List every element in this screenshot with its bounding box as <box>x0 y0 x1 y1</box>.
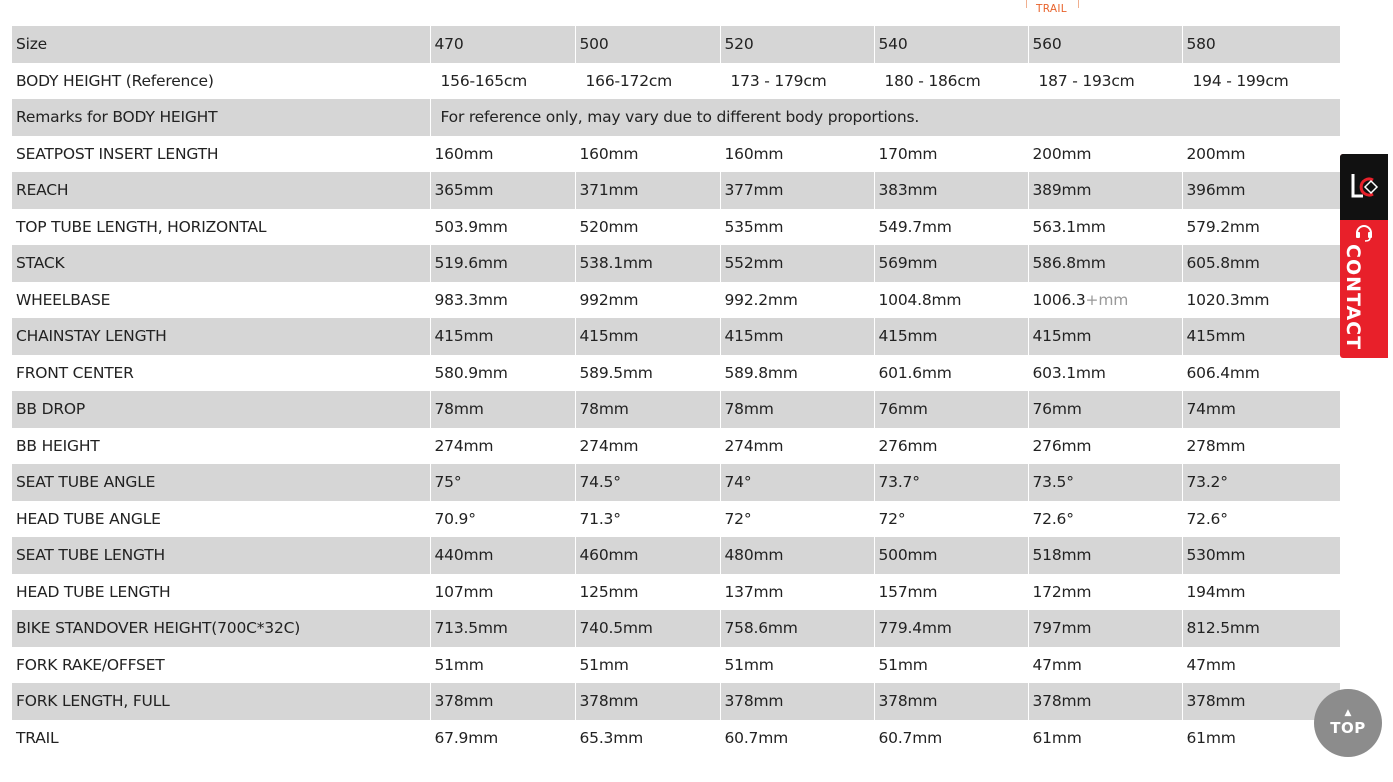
cell-value: 200mm <box>1032 144 1092 163</box>
table-cell <box>874 647 1028 684</box>
cell-value: 470 <box>434 35 464 54</box>
cell-value: 200mm <box>1186 144 1246 163</box>
table-cell <box>430 63 575 100</box>
cell-value: 1004.8mm <box>878 290 962 309</box>
cell-value: 520mm <box>579 217 639 236</box>
table-cell <box>1182 209 1340 246</box>
table-cell <box>430 355 575 392</box>
row-label: Size <box>12 26 430 63</box>
cell-value: 580 <box>1186 35 1216 54</box>
row-label: CHAINSTAY LENGTH <box>12 318 430 355</box>
row-label: FRONT CENTER <box>16 363 134 382</box>
table-cell <box>720 464 874 501</box>
cell-value: 276mm <box>1032 436 1092 455</box>
table-cell <box>874 136 1028 173</box>
cell-value: 194mm <box>1186 582 1246 601</box>
table-cell <box>430 501 575 538</box>
cell-value: 73.5° <box>1032 473 1074 492</box>
table-cell <box>1028 63 1182 100</box>
cell-value: 378mm <box>579 692 639 711</box>
cell-value: 187 - 193cm <box>1038 71 1135 90</box>
table-cell <box>430 683 575 720</box>
cell-value: 76mm <box>878 400 928 419</box>
table-cell <box>575 391 720 428</box>
cell-value: 378mm <box>1032 692 1092 711</box>
table-cell <box>1182 245 1340 282</box>
table-cell <box>720 63 874 100</box>
cell-value: 72° <box>724 509 752 528</box>
geometry-table <box>12 26 1340 756</box>
table-cell <box>575 574 720 611</box>
table-cell <box>430 537 575 574</box>
cell-value: 71.3° <box>579 509 621 528</box>
table-cell <box>430 391 575 428</box>
table-cell <box>1182 282 1340 319</box>
table-cell <box>1028 355 1182 392</box>
table-cell <box>1028 610 1182 647</box>
table-cell <box>430 720 575 757</box>
table-cell <box>720 647 874 684</box>
cell-value: 415mm <box>579 327 639 346</box>
table-cell <box>575 355 720 392</box>
row-label: BB HEIGHT <box>16 436 100 455</box>
cell-value: 415mm <box>1032 327 1092 346</box>
table-cell <box>575 136 720 173</box>
table-cell <box>720 136 874 173</box>
row-label: FORK RAKE/OFFSET <box>16 655 165 674</box>
cell-value: 156-165cm <box>440 71 528 90</box>
table-row <box>12 574 1340 611</box>
cell-value: 440mm <box>434 546 494 565</box>
cell-value: 75° <box>434 473 462 492</box>
cell-value: 160mm <box>434 144 494 163</box>
table-cell <box>430 428 575 465</box>
cell-value: 378mm <box>1186 692 1246 711</box>
table-cell <box>720 209 874 246</box>
cell-value: 586.8mm <box>1032 254 1106 273</box>
row-label: WHEELBASE <box>16 290 111 309</box>
cell-value: 389mm <box>1032 181 1092 200</box>
table-cell <box>1028 574 1182 611</box>
row-label: HEAD TUBE ANGLE <box>16 509 161 528</box>
table-cell <box>575 282 720 319</box>
table-cell <box>430 136 575 173</box>
table-cell <box>575 683 720 720</box>
table-cell <box>1182 610 1340 647</box>
cell-value: 601.6mm <box>878 363 952 382</box>
row-label: TOP TUBE LENGTH, HORIZONTAL <box>16 217 267 236</box>
cell-faint-unit: +mm <box>1085 290 1129 309</box>
diagram-tick <box>1026 0 1027 8</box>
table-cell <box>430 647 575 684</box>
table-cell <box>1182 391 1340 428</box>
table-cell <box>1028 647 1182 684</box>
cell-value: 137mm <box>724 582 784 601</box>
table-cell <box>575 537 720 574</box>
cell-value: 415mm <box>434 327 494 346</box>
cell-value: 383mm <box>878 181 938 200</box>
cell-value: 60.7mm <box>724 728 789 747</box>
contact-tab[interactable] <box>1340 154 1388 358</box>
table-cell <box>430 610 575 647</box>
cell-value: 107mm <box>434 582 494 601</box>
cell-value: 170mm <box>878 144 938 163</box>
cell-value: 812.5mm <box>1186 619 1260 638</box>
cell-value: 157mm <box>878 582 938 601</box>
cell-value: 460mm <box>579 546 639 565</box>
back-to-top-label: TOP <box>1330 719 1366 737</box>
row-label: SEAT TUBE ANGLE <box>12 464 430 501</box>
cell-value: 274mm <box>434 436 494 455</box>
cell-value: 51mm <box>724 655 774 674</box>
table-cell <box>720 428 874 465</box>
cell-value: 73.2° <box>1186 473 1228 492</box>
table-row <box>12 610 1340 647</box>
cell-value: 72° <box>878 509 906 528</box>
table-cell <box>1028 26 1182 63</box>
row-label: SEATPOST INSERT LENGTH <box>16 144 219 163</box>
cell-value: 589.8mm <box>724 363 798 382</box>
cell-value: 365mm <box>434 181 494 200</box>
cell-value: 605.8mm <box>1186 254 1260 273</box>
table-cell <box>720 501 874 538</box>
table-cell <box>575 464 720 501</box>
table-row <box>12 428 1340 465</box>
cell-value: 78mm <box>724 400 774 419</box>
table-row <box>12 391 1340 428</box>
table-cell <box>874 26 1028 63</box>
table-row <box>12 282 1340 319</box>
table-cell <box>720 537 874 574</box>
table-cell <box>874 63 1028 100</box>
table-row <box>12 63 1340 100</box>
row-label: BODY HEIGHT (Reference) <box>16 71 214 90</box>
table-cell <box>575 647 720 684</box>
cell-value: 797mm <box>1032 619 1092 638</box>
table-cell <box>720 610 874 647</box>
table-cell <box>1182 26 1340 63</box>
cell-value: 276mm <box>878 436 938 455</box>
cell-value: 503.9mm <box>434 217 508 236</box>
cell-value: 552mm <box>724 254 784 273</box>
table-cell <box>720 245 874 282</box>
cell-value: 500mm <box>878 546 938 565</box>
table-cell <box>575 318 720 355</box>
cell-value: 74.5° <box>579 473 621 492</box>
table-cell <box>874 282 1028 319</box>
row-label: FORK LENGTH, FULL <box>12 683 430 720</box>
row-label: SEAT TUBE LENGTH <box>12 537 430 574</box>
cell-value: 992mm <box>579 290 639 309</box>
table-cell <box>1182 464 1340 501</box>
cell-value: 274mm <box>724 436 784 455</box>
table-cell <box>575 610 720 647</box>
cell-value: 549.7mm <box>878 217 952 236</box>
table-cell <box>1182 172 1340 209</box>
table-cell <box>874 355 1028 392</box>
cell-value: 76mm <box>1032 400 1082 419</box>
table-cell <box>1028 209 1182 246</box>
contact-label: CONTACT <box>1342 244 1364 351</box>
table-cell <box>1182 428 1340 465</box>
cell-value: 378mm <box>724 692 784 711</box>
diagram-label: TRAIL <box>1036 3 1067 15</box>
cell-value: 72.6° <box>1186 509 1228 528</box>
table-cell <box>430 574 575 611</box>
cell-value: 377mm <box>724 181 784 200</box>
table-row <box>12 464 1340 501</box>
cell-value: 415mm <box>724 327 784 346</box>
table-row <box>12 26 1340 63</box>
row-label: TRAIL <box>16 728 59 747</box>
table-cell <box>874 428 1028 465</box>
table-cell <box>874 172 1028 209</box>
table-cell <box>1182 355 1340 392</box>
cell-value: 78mm <box>434 400 484 419</box>
cell-value: 47mm <box>1032 655 1082 674</box>
cell-value: 758.6mm <box>724 619 798 638</box>
cell-value: 378mm <box>878 692 938 711</box>
cell-value: 500 <box>579 35 609 54</box>
cell-value: 173 - 179cm <box>730 71 827 90</box>
cell-value: 560 <box>1032 35 1062 54</box>
cell-value: 160mm <box>579 144 639 163</box>
cell-value: 535mm <box>724 217 784 236</box>
table-cell <box>1028 245 1182 282</box>
row-label: BB DROP <box>12 391 430 428</box>
cell-value: 569mm <box>878 254 938 273</box>
cell-value: 47mm <box>1186 655 1236 674</box>
cell-value: 51mm <box>878 655 928 674</box>
table-cell <box>1182 537 1340 574</box>
table-cell <box>430 245 575 282</box>
table-cell <box>874 464 1028 501</box>
cell-value: 74mm <box>1186 400 1236 419</box>
cell-value: 779.4mm <box>878 619 952 638</box>
cell-value: 160mm <box>724 144 784 163</box>
table-cell <box>720 574 874 611</box>
cell-value: 371mm <box>579 181 639 200</box>
table-cell <box>720 391 874 428</box>
cell-value: 65.3mm <box>579 728 644 747</box>
table-cell <box>575 428 720 465</box>
cell-value: 180 - 186cm <box>884 71 981 90</box>
table-cell <box>1028 683 1182 720</box>
table-row <box>12 501 1340 538</box>
table-cell <box>874 683 1028 720</box>
cell-value: 740.5mm <box>579 619 653 638</box>
cell-value: 172mm <box>1032 582 1092 601</box>
row-label: REACH <box>12 172 430 209</box>
table-row <box>12 99 1340 136</box>
table-row <box>12 683 1340 720</box>
cell-value: 396mm <box>1186 181 1246 200</box>
table-cell <box>430 464 575 501</box>
table-cell <box>720 720 874 757</box>
cell-value: 713.5mm <box>434 619 508 638</box>
table-row <box>12 318 1340 355</box>
cell-value: 606.4mm <box>1186 363 1260 382</box>
cell-value: 580.9mm <box>434 363 508 382</box>
table-cell <box>1028 282 1182 319</box>
table-cell <box>1028 720 1182 757</box>
row-label: Remarks for BODY HEIGHT <box>12 99 430 136</box>
cell-value: 70.9° <box>434 509 476 528</box>
table-cell <box>874 610 1028 647</box>
table-cell <box>575 720 720 757</box>
cell-value: 992.2mm <box>724 290 798 309</box>
table-cell <box>720 318 874 355</box>
row-label: STACK <box>12 245 430 282</box>
table-cell <box>1028 391 1182 428</box>
table-cell <box>430 318 575 355</box>
trail-diagram-fragment <box>1026 0 1082 22</box>
table-cell <box>720 355 874 392</box>
cell-value: 73.7° <box>878 473 920 492</box>
cell-value: 194 - 199cm <box>1192 71 1289 90</box>
table-row <box>12 136 1340 173</box>
cell-value: 579.2mm <box>1186 217 1260 236</box>
table-cell <box>575 26 720 63</box>
table-cell <box>1028 172 1182 209</box>
cell-value: 563.1mm <box>1032 217 1106 236</box>
table-row <box>12 245 1340 282</box>
cell-value: 125mm <box>579 582 639 601</box>
table-cell <box>720 26 874 63</box>
table-cell <box>575 172 720 209</box>
row-note: For reference only, may vary due to different body proportions. <box>430 99 1340 136</box>
cell-value: 278mm <box>1186 436 1246 455</box>
table-cell <box>874 318 1028 355</box>
cell-value: 530mm <box>1186 546 1246 565</box>
cell-value: 603.1mm <box>1032 363 1106 382</box>
table-cell <box>874 720 1028 757</box>
headset-icon <box>1354 222 1374 242</box>
cell-value: 519.6mm <box>434 254 508 273</box>
cell-value: 67.9mm <box>434 728 499 747</box>
cell-value: 72.6° <box>1032 509 1074 528</box>
table-cell <box>720 172 874 209</box>
cell-value: 61mm <box>1032 728 1082 747</box>
cell-value: 51mm <box>579 655 629 674</box>
brand-logo-icon <box>1340 154 1388 220</box>
cell-value: 983.3mm <box>434 290 508 309</box>
table-cell <box>1182 647 1340 684</box>
table-cell <box>430 282 575 319</box>
table-cell <box>874 209 1028 246</box>
table-cell <box>575 209 720 246</box>
cell-value: 78mm <box>579 400 629 419</box>
table-cell <box>1028 501 1182 538</box>
table-cell <box>874 537 1028 574</box>
table-cell <box>1182 318 1340 355</box>
table-row <box>12 172 1340 209</box>
cell-value: 378mm <box>434 692 494 711</box>
table-cell <box>1182 501 1340 538</box>
table-row <box>12 720 1340 757</box>
table-cell <box>1182 574 1340 611</box>
cell-value: 61mm <box>1186 728 1236 747</box>
cell-value: 415mm <box>878 327 938 346</box>
cell-value: 166-172cm <box>585 71 673 90</box>
table-cell <box>575 245 720 282</box>
cell-value: 540 <box>878 35 908 54</box>
cell-value: 415mm <box>1186 327 1246 346</box>
back-to-top-button[interactable] <box>1314 689 1382 757</box>
table-cell <box>874 391 1028 428</box>
table-cell <box>1028 464 1182 501</box>
cell-value: 480mm <box>724 546 784 565</box>
table-cell <box>874 501 1028 538</box>
table-cell <box>575 501 720 538</box>
cell-value: 538.1mm <box>579 254 653 273</box>
cell-value: 51mm <box>434 655 484 674</box>
cell-value: 520 <box>724 35 754 54</box>
table-cell <box>430 26 575 63</box>
cell-value: 60.7mm <box>878 728 943 747</box>
cell-value: 589.5mm <box>579 363 653 382</box>
table-cell <box>430 209 575 246</box>
table-cell <box>575 63 720 100</box>
row-label: HEAD TUBE LENGTH <box>16 582 171 601</box>
table-cell <box>1028 428 1182 465</box>
cell-value: 1020.3mm <box>1186 290 1270 309</box>
table-row <box>12 209 1340 246</box>
table-cell <box>1028 318 1182 355</box>
cell-value: 74° <box>724 473 752 492</box>
table-cell <box>1182 63 1340 100</box>
table-cell <box>874 574 1028 611</box>
table-row <box>12 537 1340 574</box>
table-row <box>12 355 1340 392</box>
table-cell <box>1028 537 1182 574</box>
table-cell <box>430 172 575 209</box>
table-cell <box>874 245 1028 282</box>
cell-value: 274mm <box>579 436 639 455</box>
cell-value: 518mm <box>1032 546 1092 565</box>
cell-value: 1006.3 <box>1032 290 1086 309</box>
table-cell <box>720 683 874 720</box>
arrow-up-icon: ▲ <box>1344 708 1352 718</box>
table-cell <box>1182 136 1340 173</box>
diagram-tick <box>1078 0 1079 8</box>
table-cell <box>720 282 874 319</box>
table-row <box>12 647 1340 684</box>
table-cell <box>1028 136 1182 173</box>
row-label: BIKE STANDOVER HEIGHT(700C*32C) <box>12 610 430 647</box>
